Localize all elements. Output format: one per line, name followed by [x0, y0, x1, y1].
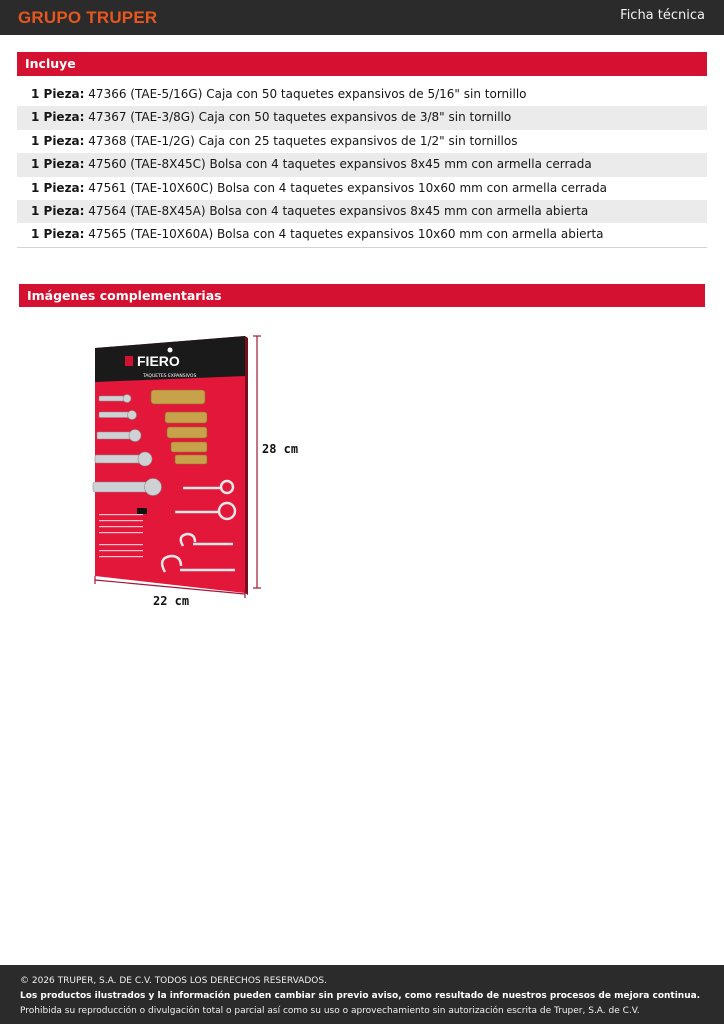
item-text: 47368 (TAE-1/2G) Caja con 25 taquetes expansivos de 1/2" sin tornillos	[88, 133, 518, 148]
list-item	[17, 83, 707, 106]
list-item	[17, 130, 707, 153]
item-text: 47560 (TAE-8X45C) Bolsa con 4 taquetes expansivos 8x45 mm con armella cerrada	[88, 157, 592, 172]
item-text: 47366 (TAE-5/16G) Caja con 50 taquetes expansivos de 5/16" sin tornillo	[88, 87, 527, 101]
product-image	[85, 330, 305, 610]
footer-copyright: © 2026 TRUPER, S.A. DE C.V. TODOS LOS DERECHOS RESERVADOS.	[20, 976, 327, 986]
item-qty: 1 Pieza:	[31, 110, 85, 125]
board-brand: FIERO	[137, 353, 180, 369]
top-bar	[0, 0, 724, 35]
list-item	[17, 106, 707, 129]
item-qty: 1 Pieza:	[31, 133, 85, 148]
brand-logo: GRUPO TRUPER	[18, 8, 158, 27]
height-dimension-line	[253, 336, 261, 588]
list-item	[17, 223, 707, 246]
list-item	[17, 177, 707, 200]
width-label: 22 cm	[153, 594, 190, 608]
footer	[0, 965, 724, 1024]
item-qty: 1 Pieza:	[31, 180, 85, 195]
item-qty: 1 Pieza:	[31, 87, 85, 101]
item-text: 47564 (TAE-8X45A) Bolsa con 4 taquetes expansivos 8x45 mm con armella abierta	[88, 203, 589, 218]
list-item	[17, 153, 707, 176]
item-qty: 1 Pieza:	[31, 157, 85, 172]
includes-section-title: Incluye	[17, 52, 707, 76]
item-qty: 1 Pieza:	[31, 203, 85, 218]
display-board-illustration	[85, 330, 305, 610]
hang-hole	[168, 348, 173, 353]
item-text: 47367 (TAE-3/8G) Caja con 50 taquetes expansivos de 3/8" sin tornillo	[88, 110, 512, 125]
images-section-title: Imágenes complementarias	[19, 284, 705, 307]
brand-mark-icon	[125, 356, 133, 366]
document-type: Ficha técnica	[620, 8, 705, 23]
footer-notice: Los productos ilustrados y la información pueden cambiar sin previo aviso, como resultado de nuestros procesos de mejora continua.	[20, 991, 701, 1001]
board-subtitle: TAQUETES EXPANSIVOS	[143, 374, 197, 379]
item-text: 47561 (TAE-10X60C) Bolsa con 4 taquetes expansivos 10x60 mm con armella cerrada	[88, 180, 607, 195]
footer-prohibition: Prohibida su reproducción o divulgación total o parcial así como su uso o aprovechamiento sin autorización escrita de Truper, S.A. de C.V.	[20, 1006, 640, 1016]
height-label: 28 cm	[262, 442, 299, 456]
list-item	[17, 200, 707, 223]
item-text: 47565 (TAE-10X60A) Bolsa con 4 taquetes expansivos 10x60 mm con armella abierta	[88, 227, 604, 242]
includes-list	[17, 83, 707, 248]
item-qty: 1 Pieza:	[31, 227, 85, 242]
